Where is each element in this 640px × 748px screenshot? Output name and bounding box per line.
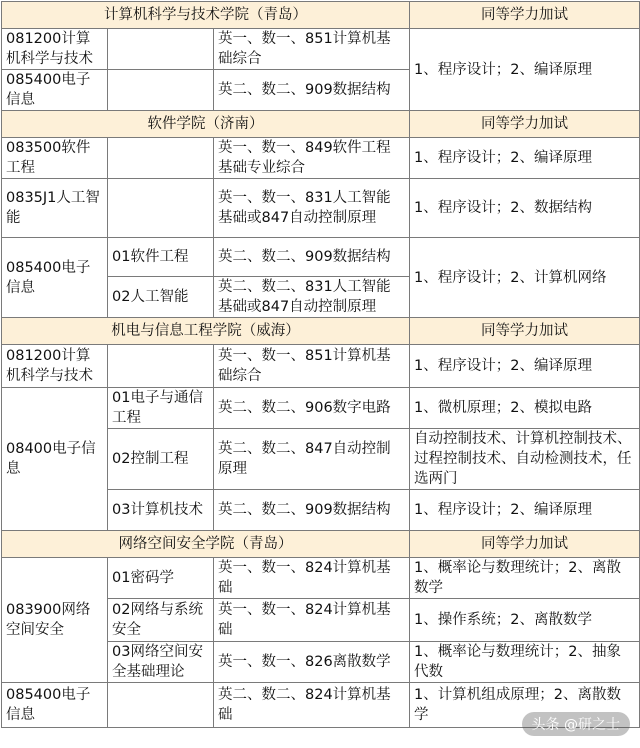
extra-header: 同等学力加试 [410,318,640,345]
extra-cell: 1、程序设计；2、编译原理 [410,490,640,531]
direction-cell: 03网络空间安全基础理论 [108,642,214,683]
direction-cell: 02网络与系统安全 [108,599,214,642]
table-row [2,29,640,70]
exam-cell: 英二、数二、909数据结构 [214,70,410,111]
section-header [2,2,640,29]
extra-cell: 1、程序设计；2、编译原理 [410,29,640,111]
exam-cell: 英一、数一、826离散数学 [214,642,410,683]
major-cell: 083500软件工程 [2,138,108,179]
exam-cell: 英一、数一、851计算机基础综合 [214,29,410,70]
extra-cell: 1、微机原理；2、模拟电路 [410,388,640,429]
direction-cell [108,345,214,388]
direction-cell: 01电子与通信工程 [108,388,214,429]
table-row [2,345,640,388]
extra-cell: 1、程序设计；2、数据结构 [410,179,640,238]
table-row [2,138,640,179]
extra-cell: 1、操作系统；2、离散数学 [410,599,640,642]
extra-cell: 自动控制技术、计算机控制技术、过程控制技术、自动检测技术，任选两门 [410,429,640,490]
school-name: 网络空间安全学院（青岛） [2,531,410,558]
school-name: 计算机科学与技术学院（青岛） [2,2,410,29]
direction-cell: 01密码学 [108,558,214,599]
direction-cell [108,683,214,728]
direction-cell [108,179,214,238]
extra-header: 同等学力加试 [410,2,640,29]
extra-cell: 1、计算机组成原理；2、离散数学 [410,683,640,728]
school-name: 机电与信息工程学院（威海） [2,318,410,345]
direction-cell [108,29,214,70]
direction-cell: 01软件工程 [108,238,214,277]
major-cell: 081200计算机科学与技术 [2,345,108,388]
direction-cell: 02人工智能 [108,277,214,318]
direction-cell: 03计算机技术 [108,490,214,531]
table-row [2,558,640,599]
section-header [2,531,640,558]
exam-cell: 英一、数一、851计算机基础综合 [214,345,410,388]
extra-cell: 1、概率论与数理统计；2、离散数学 [410,558,640,599]
extra-cell: 1、程序设计；2、编译原理 [410,138,640,179]
exam-cell: 英一、数一、831人工智能基础或847自动控制原理 [214,179,410,238]
major-cell: 081200计算机科学与技术 [2,29,108,70]
exam-cell: 英一、数一、824计算机基础 [214,558,410,599]
exam-cell: 英二、数二、909数据结构 [214,238,410,277]
exam-table [1,1,640,728]
major-cell: 08400电子信息 [2,388,108,531]
exam-cell: 英二、数二、909数据结构 [214,490,410,531]
extra-cell: 1、程序设计；2、计算机网络 [410,238,640,318]
extra-header: 同等学力加试 [410,111,640,138]
exam-cell: 英二、数二、831人工智能基础或847自动控制原理 [214,277,410,318]
major-cell: 083900网络空间安全 [2,558,108,683]
major-cell: 0835J1人工智能 [2,179,108,238]
table-row [2,388,640,429]
major-cell: 085400电子信息 [2,683,108,728]
major-cell: 085400电子信息 [2,238,108,318]
extra-cell: 1、概率论与数理统计；2、抽象代数 [410,642,640,683]
watermark: 头条 @研之士 [522,712,630,736]
school-name: 软件学院（济南） [2,111,410,138]
exam-cell: 英一、数一、849软件工程基础专业综合 [214,138,410,179]
section-header [2,111,640,138]
direction-cell [108,138,214,179]
major-cell: 085400电子信息 [2,70,108,111]
extra-header: 同等学力加试 [410,531,640,558]
table-row [2,179,640,238]
section-header [2,318,640,345]
extra-cell: 1、程序设计；2、编译原理 [410,345,640,388]
exam-cell: 英二、数二、847自动控制原理 [214,429,410,490]
direction-cell: 02控制工程 [108,429,214,490]
exam-cell: 英二、数二、824计算机基础 [214,683,410,728]
table-row [2,238,640,277]
direction-cell [108,70,214,111]
exam-cell: 英二、数二、906数字电路 [214,388,410,429]
exam-cell: 英一、数一、824计算机基础 [214,599,410,642]
